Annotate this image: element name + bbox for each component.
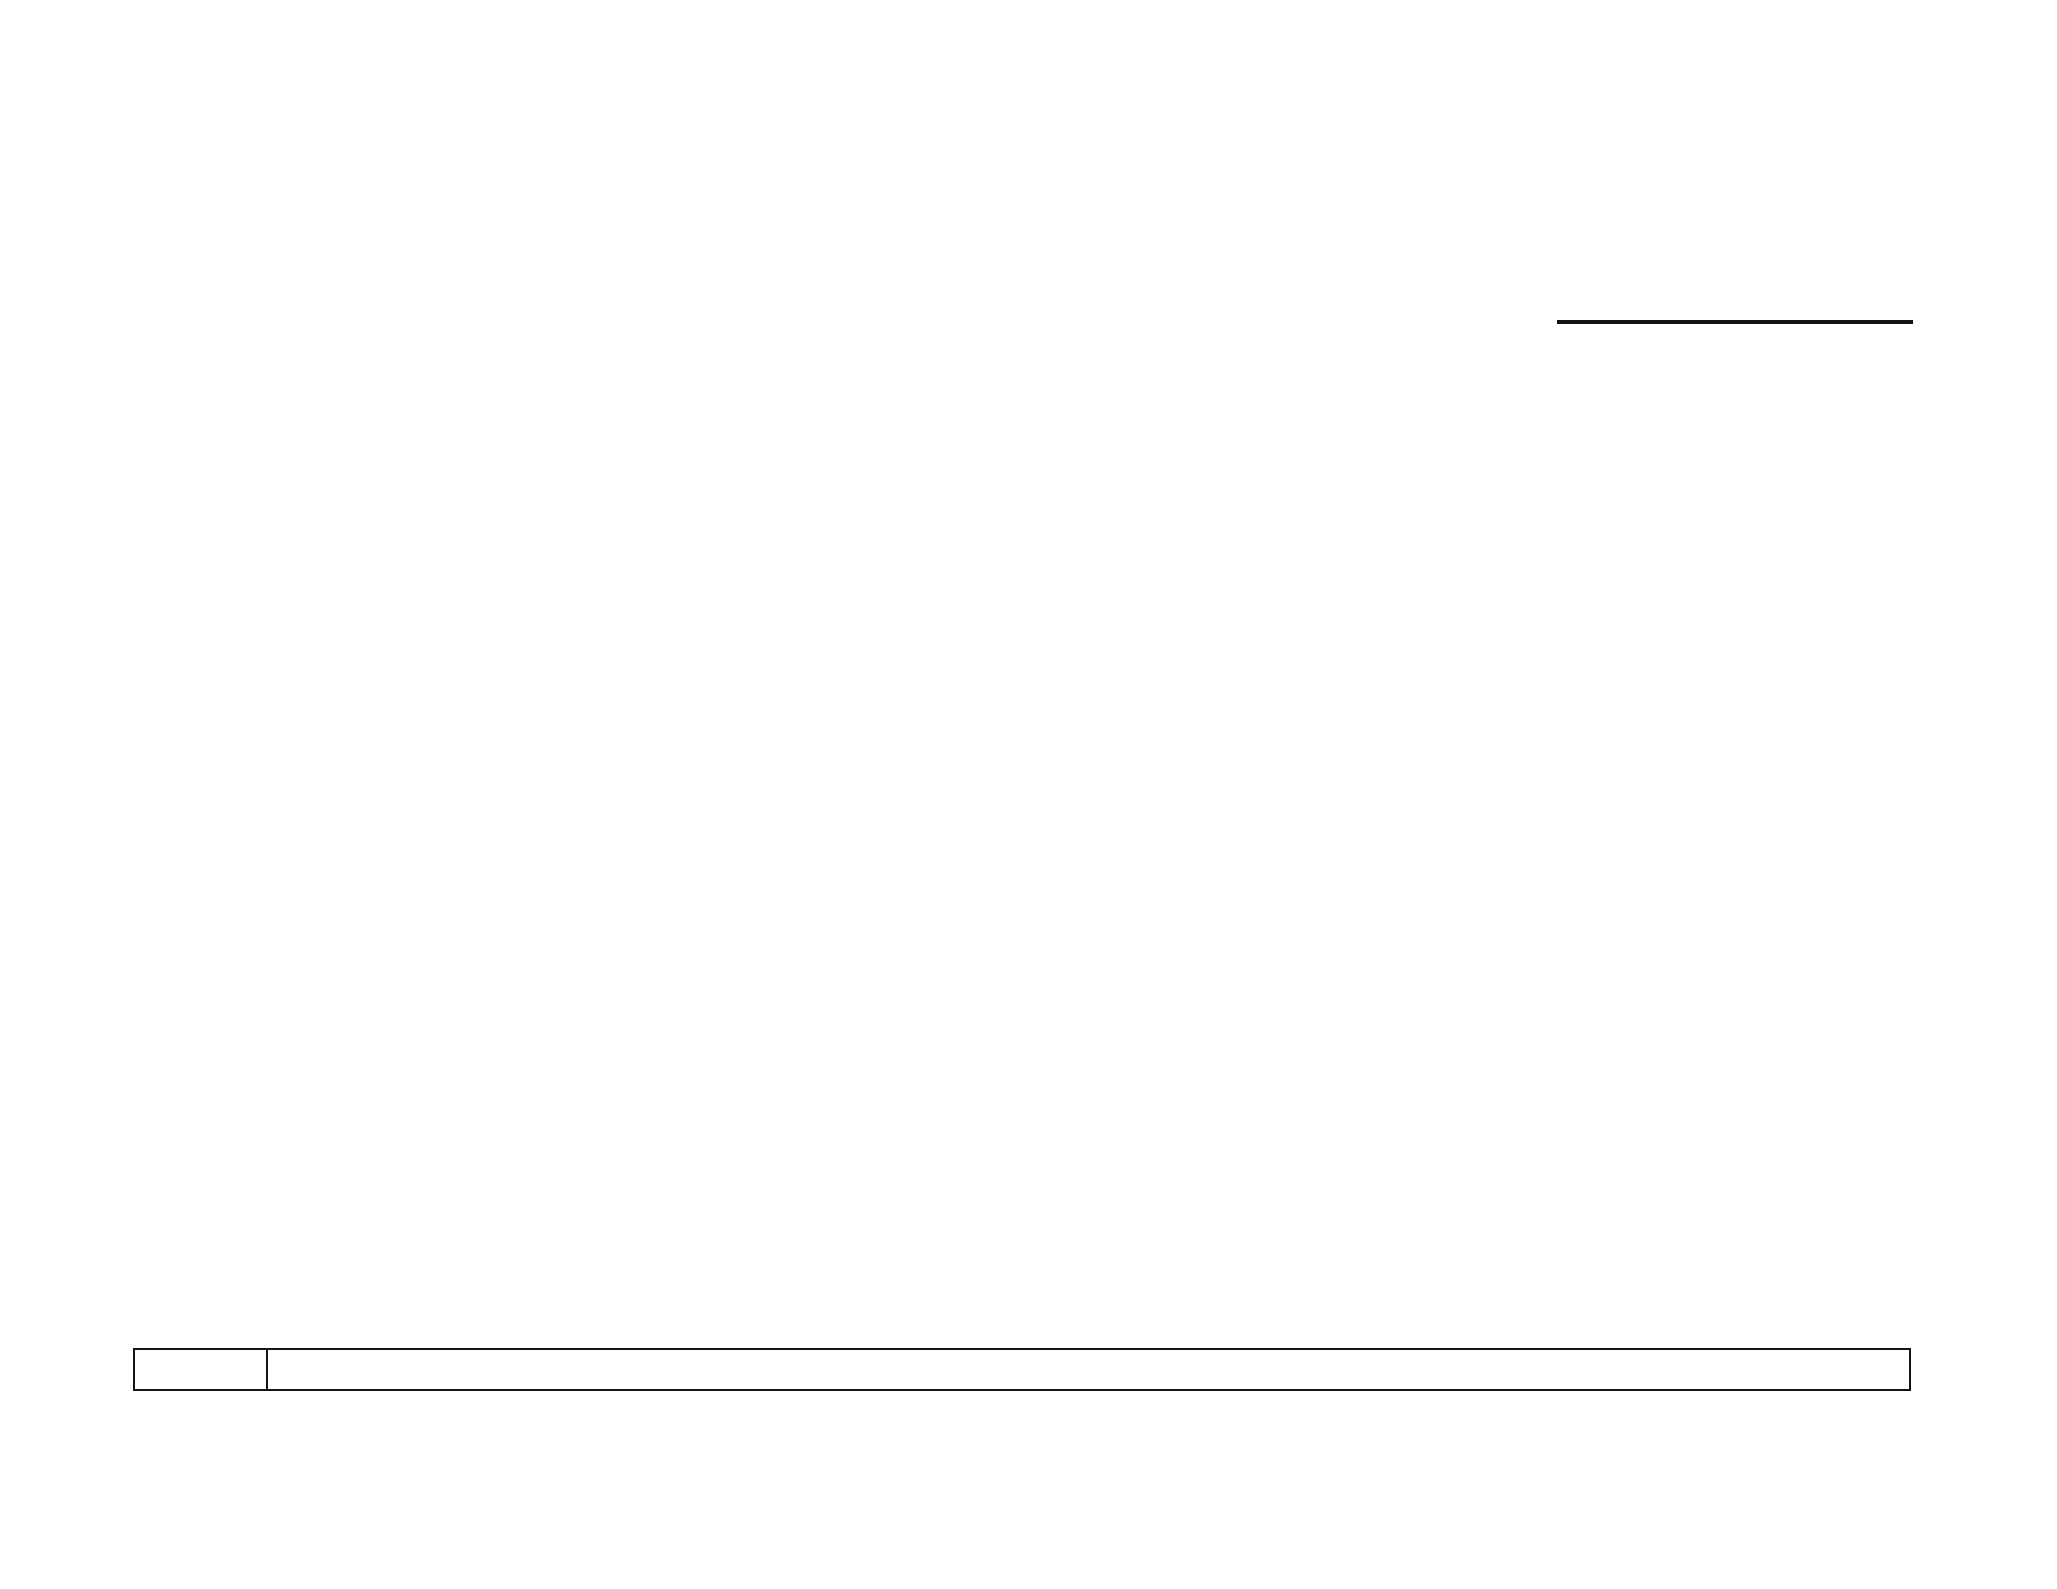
info-table <box>133 1348 1911 1391</box>
info-label <box>135 1350 268 1389</box>
spec-table <box>1557 320 1913 324</box>
info-value <box>268 1350 1909 1389</box>
